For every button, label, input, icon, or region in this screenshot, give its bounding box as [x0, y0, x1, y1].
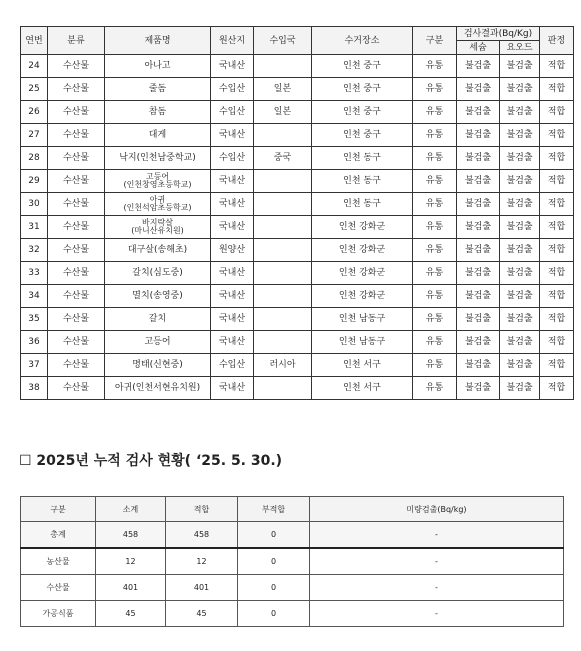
- row-category: 수산물: [48, 285, 105, 308]
- summary-header-category: 구분: [21, 497, 96, 522]
- row-verdict: 적합: [540, 377, 574, 400]
- row-no: 28: [21, 147, 48, 170]
- summary-detected: -: [310, 548, 564, 575]
- row-origin: 국내산: [211, 308, 254, 331]
- summary-category: 총계: [21, 522, 96, 549]
- row-import-country: [254, 285, 312, 308]
- row-type: 유통: [413, 354, 457, 377]
- row-category: 수산물: [48, 193, 105, 216]
- table-row: [21, 377, 574, 400]
- row-cesium-result: 불검출: [457, 147, 500, 170]
- table-row: [21, 601, 564, 627]
- row-origin: 국내산: [211, 55, 254, 78]
- row-import-country: [254, 262, 312, 285]
- row-product-name: 아귀: [149, 195, 166, 204]
- row-product: 대게: [105, 124, 211, 147]
- header-result-group: 검사결과(Bq/Kg): [457, 27, 540, 41]
- row-product: 갈치(심도중): [105, 262, 211, 285]
- summary-category: 수산물: [21, 575, 96, 601]
- row-type: 유통: [413, 78, 457, 101]
- row-verdict: 적합: [540, 78, 574, 101]
- row-verdict: 적합: [540, 170, 574, 193]
- row-category: 수산물: [48, 170, 105, 193]
- summary-fail: 0: [238, 601, 310, 627]
- row-collection-place: 인천 동구: [312, 170, 413, 193]
- row-collection-place: 인천 강화군: [312, 239, 413, 262]
- row-collection-place: 인천 동구: [312, 147, 413, 170]
- row-iodine-result: 불검출: [500, 262, 540, 285]
- row-type: 유통: [413, 331, 457, 354]
- row-category: 수산물: [48, 78, 105, 101]
- row-verdict: 적합: [540, 124, 574, 147]
- row-cesium-result: 불검출: [457, 124, 500, 147]
- summary-fail: 0: [238, 548, 310, 575]
- row-collection-place: 인천 강화군: [312, 216, 413, 239]
- cumulative-summary-table: [20, 496, 564, 627]
- row-iodine-result: 불검출: [500, 354, 540, 377]
- row-verdict: 적합: [540, 193, 574, 216]
- row-product-institution: (마니산유치원): [131, 226, 184, 235]
- row-iodine-result: 불검출: [500, 331, 540, 354]
- row-cesium-result: 불검출: [457, 193, 500, 216]
- row-import-country: [254, 377, 312, 400]
- table-row: [21, 216, 574, 239]
- row-product: 아나고: [105, 55, 211, 78]
- row-origin: 국내산: [211, 331, 254, 354]
- row-collection-place: 인천 중구: [312, 124, 413, 147]
- row-import-country: 일본: [254, 101, 312, 124]
- row-cesium-result: 불검출: [457, 308, 500, 331]
- row-no: 25: [21, 78, 48, 101]
- header-no: 연번: [21, 27, 48, 55]
- row-product: 고등어: [105, 331, 211, 354]
- row-product: 낙지(인천남중학교): [105, 147, 211, 170]
- row-origin: 수입산: [211, 101, 254, 124]
- row-cesium-result: 불검출: [457, 55, 500, 78]
- row-no: 29: [21, 170, 48, 193]
- summary-header-detected: 미량검출(Bq/kg): [310, 497, 564, 522]
- row-import-country: [254, 216, 312, 239]
- header-collection-place: 수거장소: [312, 27, 413, 55]
- row-origin: 국내산: [211, 170, 254, 193]
- table-row: [21, 308, 574, 331]
- row-import-country: 일본: [254, 78, 312, 101]
- row-product-name: 고등어: [145, 172, 170, 181]
- header-product: 제품명: [105, 27, 211, 55]
- row-iodine-result: 불검출: [500, 147, 540, 170]
- header-iodine: 요오드: [500, 41, 540, 55]
- row-cesium-result: 불검출: [457, 262, 500, 285]
- row-type: 유통: [413, 262, 457, 285]
- row-no: 31: [21, 216, 48, 239]
- row-iodine-result: 불검출: [500, 377, 540, 400]
- summary-subtotal: 45: [96, 601, 166, 627]
- row-no: 36: [21, 331, 48, 354]
- row-import-country: 러시아: [254, 354, 312, 377]
- row-cesium-result: 불검출: [457, 354, 500, 377]
- header-import-country: 수입국: [254, 27, 312, 55]
- row-product: [105, 170, 211, 193]
- row-category: 수산물: [48, 101, 105, 124]
- row-verdict: 적합: [540, 216, 574, 239]
- row-verdict: 적합: [540, 55, 574, 78]
- row-origin: 국내산: [211, 285, 254, 308]
- table-row: [21, 239, 574, 262]
- summary-fail: 0: [238, 522, 310, 549]
- table-row: [21, 354, 574, 377]
- row-category: 수산물: [48, 124, 105, 147]
- table-row: [21, 285, 574, 308]
- row-category: 수산물: [48, 55, 105, 78]
- header-category: 분류: [48, 27, 105, 55]
- row-no: 27: [21, 124, 48, 147]
- row-origin: 국내산: [211, 377, 254, 400]
- row-category: 수산물: [48, 308, 105, 331]
- row-collection-place: 인천 강화군: [312, 262, 413, 285]
- summary-header-fail: 부적합: [238, 497, 310, 522]
- row-no: 32: [21, 239, 48, 262]
- row-no: 35: [21, 308, 48, 331]
- summary-title: ☐ 2025년 누적 검사 현황( ‘25. 5. 30.): [19, 453, 283, 469]
- row-product: [105, 216, 211, 239]
- row-type: 유통: [413, 55, 457, 78]
- row-collection-place: 인천 동구: [312, 193, 413, 216]
- row-collection-place: 인천 남동구: [312, 331, 413, 354]
- row-collection-place: 인천 서구: [312, 354, 413, 377]
- row-no: 30: [21, 193, 48, 216]
- row-type: 유통: [413, 147, 457, 170]
- row-iodine-result: 불검출: [500, 193, 540, 216]
- row-collection-place: 인천 중구: [312, 78, 413, 101]
- row-origin: 국내산: [211, 193, 254, 216]
- row-category: 수산물: [48, 262, 105, 285]
- inspection-results-table: [20, 26, 574, 400]
- row-verdict: 적합: [540, 239, 574, 262]
- summary-pass: 458: [166, 522, 238, 549]
- row-import-country: [254, 331, 312, 354]
- row-verdict: 적합: [540, 101, 574, 124]
- row-product: 명태(신현중): [105, 354, 211, 377]
- row-iodine-result: 불검출: [500, 308, 540, 331]
- table-row: [21, 147, 574, 170]
- table-row: [21, 575, 564, 601]
- row-product: 멸치(송영중): [105, 285, 211, 308]
- row-cesium-result: 불검출: [457, 78, 500, 101]
- row-collection-place: 인천 강화군: [312, 285, 413, 308]
- row-verdict: 적합: [540, 354, 574, 377]
- row-iodine-result: 불검출: [500, 216, 540, 239]
- row-cesium-result: 불검출: [457, 285, 500, 308]
- row-product: 갈치: [105, 308, 211, 331]
- row-product: [105, 193, 211, 216]
- row-product: 줄돔: [105, 78, 211, 101]
- row-iodine-result: 불검출: [500, 124, 540, 147]
- row-verdict: 적합: [540, 285, 574, 308]
- row-iodine-result: 불검출: [500, 101, 540, 124]
- row-no: 26: [21, 101, 48, 124]
- row-no: 33: [21, 262, 48, 285]
- row-origin: 국내산: [211, 124, 254, 147]
- row-iodine-result: 불검출: [500, 170, 540, 193]
- row-collection-place: 인천 중구: [312, 55, 413, 78]
- row-iodine-result: 불검출: [500, 78, 540, 101]
- row-origin: 수입산: [211, 78, 254, 101]
- row-type: 유통: [413, 377, 457, 400]
- row-iodine-result: 불검출: [500, 55, 540, 78]
- row-import-country: [254, 124, 312, 147]
- row-product: 참돔: [105, 101, 211, 124]
- table-row: [21, 193, 574, 216]
- table-row: [21, 101, 574, 124]
- row-cesium-result: 불검출: [457, 331, 500, 354]
- row-no: 24: [21, 55, 48, 78]
- row-category: 수산물: [48, 239, 105, 262]
- row-origin: 원양산: [211, 239, 254, 262]
- row-no: 37: [21, 354, 48, 377]
- row-type: 유통: [413, 285, 457, 308]
- table-row: [21, 331, 574, 354]
- summary-pass: 12: [166, 548, 238, 575]
- row-type: 유통: [413, 308, 457, 331]
- row-import-country: [254, 308, 312, 331]
- row-type: 유통: [413, 216, 457, 239]
- row-product-institution: (인천석암초등학교): [123, 203, 192, 212]
- header-type: 구분: [413, 27, 457, 55]
- summary-header-subtotal: 소계: [96, 497, 166, 522]
- row-origin: 국내산: [211, 216, 254, 239]
- summary-detected: -: [310, 601, 564, 627]
- summary-table-body: [21, 522, 564, 627]
- header-cesium: 세슘: [457, 41, 500, 55]
- table-row: [21, 170, 574, 193]
- summary-subtotal: 458: [96, 522, 166, 549]
- summary-subtotal: 401: [96, 575, 166, 601]
- row-product-name: 바지락살: [142, 218, 173, 227]
- row-category: 수산물: [48, 331, 105, 354]
- row-product-institution: (인천창영초등학교): [123, 180, 192, 189]
- row-cesium-result: 불검출: [457, 101, 500, 124]
- row-cesium-result: 불검출: [457, 170, 500, 193]
- summary-category: 가공식품: [21, 601, 96, 627]
- row-cesium-result: 불검출: [457, 216, 500, 239]
- table-row: [21, 78, 574, 101]
- row-iodine-result: 불검출: [500, 239, 540, 262]
- row-origin: 국내산: [211, 262, 254, 285]
- summary-category: 농산물: [21, 548, 96, 575]
- row-product: 대구살(송해초): [105, 239, 211, 262]
- row-no: 38: [21, 377, 48, 400]
- row-product: 아귀(인천서현유치원): [105, 377, 211, 400]
- row-category: 수산물: [48, 377, 105, 400]
- row-type: 유통: [413, 124, 457, 147]
- summary-detected: -: [310, 575, 564, 601]
- row-import-country: [254, 170, 312, 193]
- row-category: 수산물: [48, 216, 105, 239]
- row-collection-place: 인천 중구: [312, 101, 413, 124]
- table-row: [21, 55, 574, 78]
- row-type: 유통: [413, 101, 457, 124]
- row-cesium-result: 불검출: [457, 239, 500, 262]
- row-import-country: [254, 193, 312, 216]
- row-type: 유통: [413, 170, 457, 193]
- table-row: [21, 522, 564, 549]
- row-import-country: [254, 239, 312, 262]
- row-verdict: 적합: [540, 331, 574, 354]
- row-category: 수산물: [48, 354, 105, 377]
- header-origin: 원산지: [211, 27, 254, 55]
- summary-subtotal: 12: [96, 548, 166, 575]
- row-collection-place: 인천 남동구: [312, 308, 413, 331]
- row-collection-place: 인천 서구: [312, 377, 413, 400]
- row-verdict: 적합: [540, 262, 574, 285]
- table-row: [21, 124, 574, 147]
- header-verdict: 판정: [540, 27, 574, 55]
- table-row: [21, 262, 574, 285]
- row-type: 유통: [413, 239, 457, 262]
- summary-pass: 45: [166, 601, 238, 627]
- row-verdict: 적합: [540, 147, 574, 170]
- summary-header-pass: 적합: [166, 497, 238, 522]
- row-cesium-result: 불검출: [457, 377, 500, 400]
- row-verdict: 적합: [540, 308, 574, 331]
- row-category: 수산물: [48, 147, 105, 170]
- row-no: 34: [21, 285, 48, 308]
- row-import-country: 중국: [254, 147, 312, 170]
- summary-detected: -: [310, 522, 564, 549]
- table-row: [21, 548, 564, 575]
- row-iodine-result: 불검출: [500, 285, 540, 308]
- row-import-country: [254, 55, 312, 78]
- row-origin: 수입산: [211, 354, 254, 377]
- summary-pass: 401: [166, 575, 238, 601]
- inspection-table-body: [21, 55, 574, 400]
- row-origin: 수입산: [211, 147, 254, 170]
- row-type: 유통: [413, 193, 457, 216]
- summary-fail: 0: [238, 575, 310, 601]
